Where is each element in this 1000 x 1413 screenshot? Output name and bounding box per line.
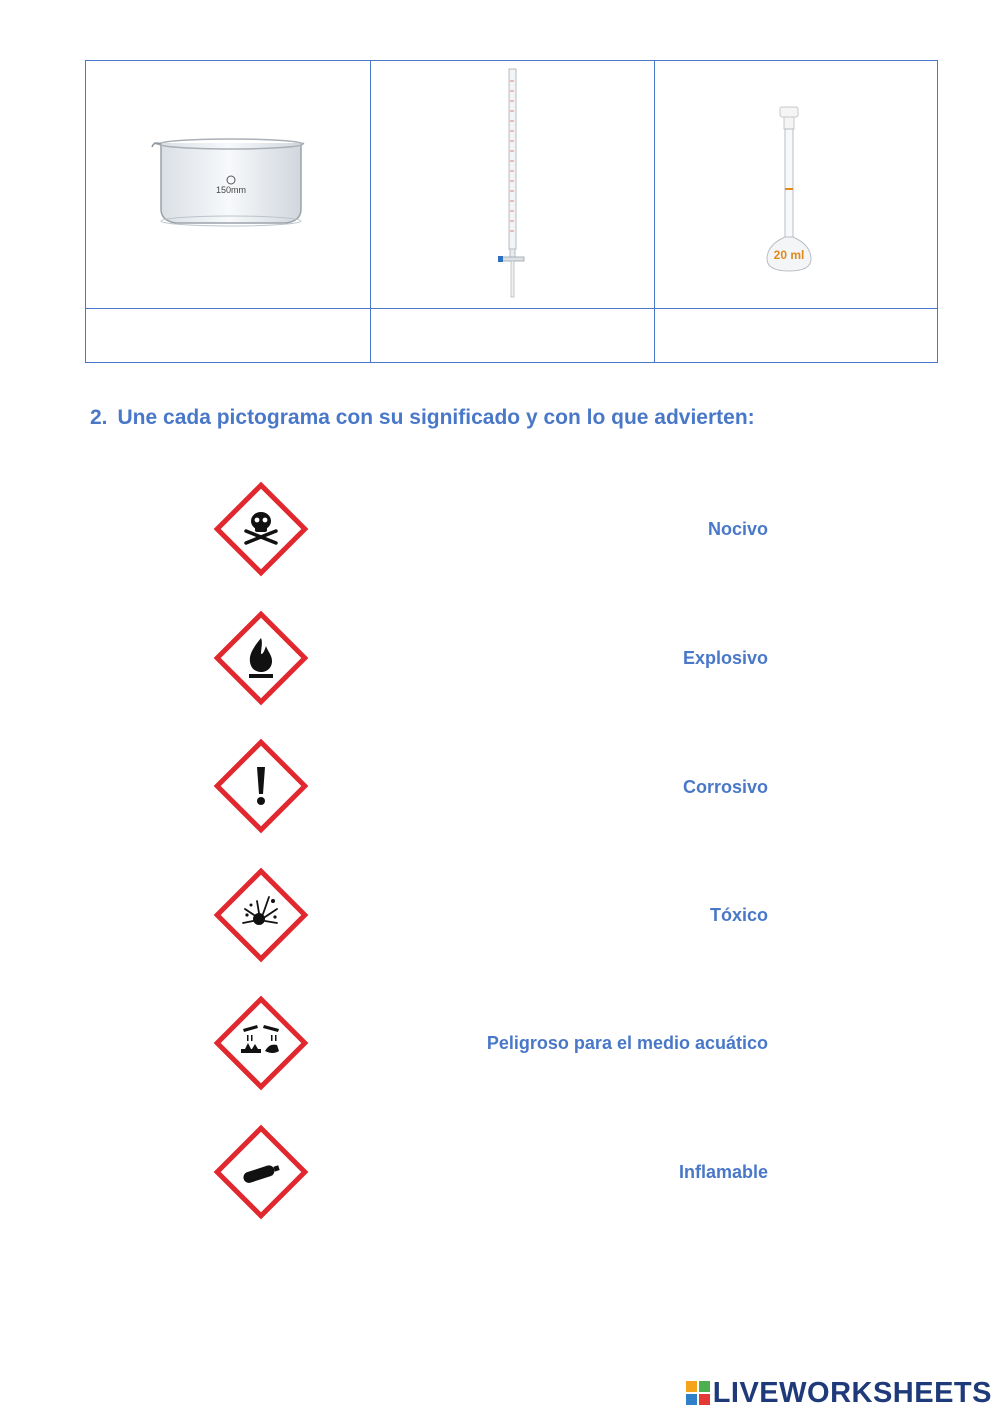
- brand-footer: [686, 1376, 992, 1410]
- answer-cell[interactable]: [655, 309, 938, 363]
- answer-cell[interactable]: [86, 309, 370, 363]
- answer-cell[interactable]: [371, 309, 654, 363]
- meaning-label[interactable]: Tóxico: [709, 905, 768, 925]
- skull-crossbones-icon[interactable]: [213, 481, 309, 577]
- flame-icon[interactable]: [213, 610, 309, 706]
- burette-image: [371, 61, 654, 308]
- brand-name: LIVEWORKSHEETS: [712, 1376, 992, 1409]
- meaning-label[interactable]: Explosivo: [682, 648, 768, 668]
- meaning-label[interactable]: Corrosivo: [682, 777, 768, 797]
- flask-label: 20 ml: [773, 248, 805, 262]
- question-title: [90, 406, 755, 430]
- meaning-label[interactable]: Nocivo: [707, 519, 768, 539]
- corrosion-icon[interactable]: [213, 995, 309, 1091]
- liveworksheets-logo-icon: [686, 1381, 710, 1405]
- exploding-bomb-icon[interactable]: [213, 867, 309, 963]
- meaning-label[interactable]: Inflamable: [678, 1162, 768, 1182]
- equipment-cell: [371, 61, 654, 308]
- question-text: Une cada pictograma con su significado y con lo que advierten:: [117, 406, 755, 429]
- equipment-cell: [86, 61, 370, 308]
- question-number: 2.: [90, 406, 108, 429]
- exclamation-icon[interactable]: [213, 738, 309, 834]
- volumetric-flask-image: [655, 61, 938, 308]
- equipment-cell: [655, 61, 938, 308]
- equipment-table: [85, 60, 938, 363]
- gas-cylinder-icon[interactable]: [213, 1124, 309, 1220]
- dish-label: 150mm: [215, 185, 247, 195]
- meaning-label[interactable]: Peligroso para el medio acuático: [486, 1033, 768, 1053]
- crystallizing-dish-image: [86, 61, 370, 308]
